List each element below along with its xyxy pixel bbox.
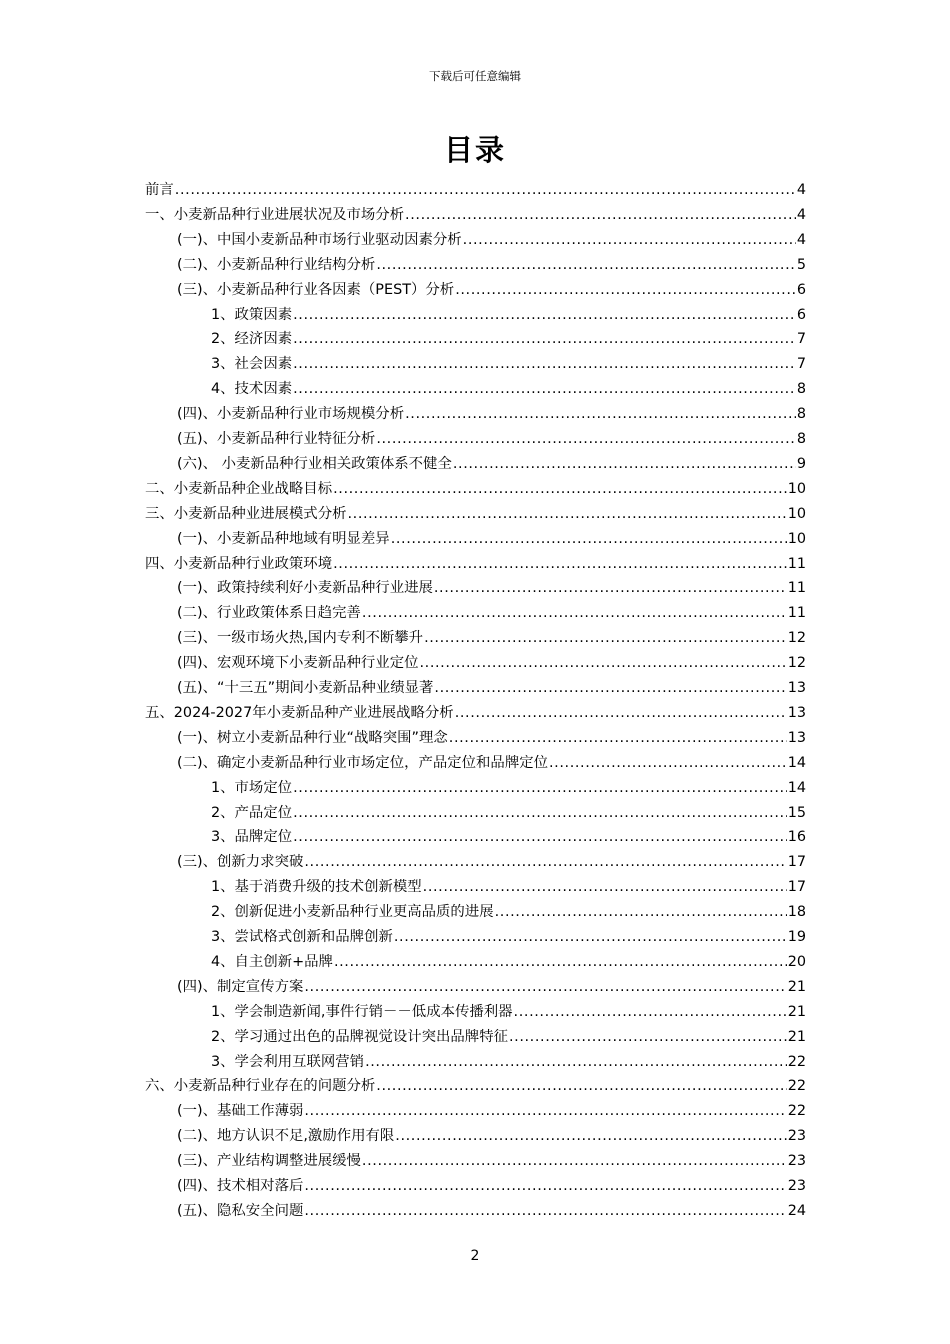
toc-entry-title: (四)、小麦新品种行业市场规模分析 [177, 406, 405, 423]
toc-leader-dots [365, 1052, 787, 1072]
toc-entry[interactable] [177, 1122, 806, 1146]
toc-entry-page: 21 [787, 1003, 806, 1020]
toc-entry[interactable] [177, 425, 806, 449]
toc-entry-title: (一)、小麦新品种地域有明显差异 [177, 530, 390, 547]
toc-entry[interactable] [177, 749, 806, 773]
toc-entry[interactable] [211, 898, 806, 922]
toc-entry[interactable] [145, 500, 806, 524]
toc-entry-title: 1、市场定位 [211, 779, 293, 796]
toc-entry[interactable] [211, 873, 806, 897]
toc-entry[interactable] [177, 624, 806, 648]
toc-entry[interactable] [211, 1023, 806, 1047]
toc-leader-dots [293, 778, 787, 798]
toc-entry-page: 10 [787, 530, 806, 547]
toc-leader-dots [362, 603, 787, 623]
toc-entry[interactable] [177, 251, 806, 275]
toc-entry-title: (三)、创新力求突破 [177, 854, 304, 871]
toc-entry-page: 9 [796, 455, 806, 472]
toc-leader-dots [455, 703, 787, 723]
toc-entry-page: 23 [787, 1178, 806, 1194]
toc-entry-title: 二、小麦新品种企业战略目标 [145, 480, 333, 497]
toc-entry-title: 1、政策因素 [211, 306, 293, 323]
toc-entry-title: (五)、小麦新品种行业特征分析 [177, 431, 376, 447]
toc-entry[interactable] [211, 375, 806, 399]
toc-entry-title: (五)、“十三五”期间小麦新品种业绩显著 [177, 680, 434, 696]
toc-entry-page: 4 [796, 231, 806, 248]
toc-entry-page: 21 [787, 1028, 806, 1045]
toc-entry[interactable] [145, 201, 806, 225]
toc-entry-page: 8 [796, 406, 806, 423]
toc-entry[interactable] [145, 176, 806, 200]
toc-leader-dots [376, 1076, 786, 1096]
toc-entry[interactable] [211, 774, 806, 798]
toc-entry[interactable] [211, 923, 806, 947]
toc-leader-dots [293, 354, 796, 374]
toc-entry-title: 3、尝试格式创新和品牌创新 [211, 929, 393, 945]
toc-entry-page: 12 [787, 630, 806, 647]
toc-entry-page: 16 [787, 829, 806, 846]
toc-entry-page: 7 [796, 356, 806, 373]
toc-leader-dots [455, 280, 796, 300]
toc-leader-dots [391, 529, 787, 549]
toc-entry-title: 4、自主创新+品牌 [211, 953, 333, 970]
toc-entry-title: 2、产品定位 [211, 804, 293, 821]
toc-leader-dots [362, 1151, 787, 1171]
toc-entry[interactable] [177, 574, 806, 598]
toc-entry-title: 五、2024-2027年小麦新品种产业进展战略分析 [145, 704, 454, 721]
toc-entry-page: 12 [787, 655, 806, 672]
toc-leader-dots [333, 554, 787, 574]
toc-entry-title: (三)、小麦新品种行业各因素（PEST）分析 [177, 281, 455, 298]
toc-entry-title: (四)、宏观环境下小麦新品种行业定位 [177, 655, 419, 672]
toc-entry-page: 20 [787, 953, 806, 970]
toc-entry-title: (六)、 小麦新品种行业相关政策体系不健全 [177, 455, 452, 472]
toc-entry-page: 13 [787, 680, 806, 696]
toc-leader-dots [376, 429, 796, 449]
toc-entry-page: 15 [787, 804, 806, 821]
toc-entry[interactable] [177, 1097, 806, 1121]
toc-entry-page: 22 [787, 1103, 806, 1120]
toc-entry[interactable] [177, 1197, 806, 1221]
toc-entry-title: 3、社会因素 [211, 356, 293, 373]
toc-leader-dots [449, 728, 787, 748]
toc-entry-title: (四)、技术相对落后 [177, 1178, 304, 1194]
toc-leader-dots [304, 1201, 786, 1221]
toc-leader-dots [304, 977, 786, 997]
toc-entry-page: 22 [787, 1053, 806, 1070]
toc-leader-dots [423, 877, 787, 897]
toc-leader-dots [395, 1126, 786, 1146]
toc-entry-page: 4 [796, 206, 806, 223]
toc-entry[interactable] [177, 1172, 806, 1196]
toc-entry[interactable] [211, 1048, 806, 1072]
toc-entry[interactable] [145, 475, 806, 499]
toc-entry[interactable] [211, 948, 806, 972]
toc-entry-page: 23 [787, 1153, 806, 1170]
toc-entry-page: 7 [796, 331, 806, 348]
toc-entry-title: 三、小麦新品种业进展模式分析 [145, 505, 347, 522]
toc-entry[interactable] [177, 1147, 806, 1171]
toc-leader-dots [333, 479, 787, 499]
toc-entry[interactable] [211, 350, 806, 374]
page-title: 目录 [443, 133, 506, 167]
toc-entry-title: 1、基于消费升级的技术创新模型 [211, 879, 422, 896]
page-number: 2 [470, 1248, 480, 1264]
toc-entry[interactable] [211, 823, 806, 847]
toc-leader-dots [405, 404, 796, 424]
toc-entry-title: (二)、地方认识不足,激励作用有限 [177, 1128, 395, 1145]
toc-entry-title: 前言 [145, 182, 174, 198]
toc-entry-title: (三)、一级市场火热,国内专利不断攀升 [177, 630, 424, 647]
toc-leader-dots [293, 305, 796, 325]
toc-entry-page: 17 [787, 879, 806, 896]
toc-entry-page: 6 [796, 281, 806, 298]
toc-entry[interactable] [177, 973, 806, 997]
toc-entry-page: 10 [787, 505, 806, 522]
toc-entry-title: 一、小麦新品种行业进展状况及市场分析 [145, 206, 405, 223]
toc-entry[interactable] [177, 450, 806, 474]
toc-leader-dots [304, 1101, 786, 1121]
toc-leader-dots [334, 952, 787, 972]
toc-entry-title: (二)、小麦新品种行业结构分析 [177, 256, 376, 273]
toc-entry[interactable] [177, 674, 806, 698]
toc-entry[interactable] [177, 848, 806, 872]
toc-entry-page: 14 [787, 779, 806, 796]
toc-leader-dots [304, 1176, 786, 1196]
toc-entry[interactable] [211, 301, 806, 325]
toc-entry-title: (五)、隐私安全问题 [177, 1202, 304, 1219]
toc-leader-dots [394, 927, 787, 947]
toc-entry-title: 2、创新促进小麦新品种行业更高品质的进展 [211, 904, 494, 921]
toc-entry-page: 14 [787, 754, 806, 771]
toc-leader-dots [463, 230, 796, 250]
toc-entry-page: 5 [796, 256, 806, 273]
toc-entry[interactable] [145, 550, 806, 574]
toc-entry[interactable] [177, 276, 806, 300]
toc-entry-page: 11 [787, 605, 806, 622]
toc-leader-dots [293, 379, 796, 399]
toc-leader-dots [293, 803, 787, 823]
toc-leader-dots [304, 852, 786, 872]
toc-entry-title: 3、品牌定位 [211, 829, 293, 846]
toc-leader-dots [514, 1002, 787, 1022]
toc-entry-title: (一)、中国小麦新品种市场行业驱动因素分析 [177, 231, 462, 248]
toc-entry[interactable] [177, 400, 806, 424]
toc-leader-dots [509, 1027, 787, 1047]
toc-entry-title: 2、经济因素 [211, 331, 293, 348]
toc-entry[interactable] [177, 649, 806, 673]
toc-entry-page: 8 [796, 381, 806, 398]
toc-entry-title: 3、学会利用互联网营销 [211, 1053, 365, 1070]
toc-entry-page: 13 [787, 729, 806, 746]
toc-leader-dots [405, 205, 796, 225]
toc-entry-page: 18 [787, 904, 806, 921]
toc-entry-page: 24 [787, 1202, 806, 1219]
toc-leader-dots [549, 753, 787, 773]
toc-leader-dots [495, 902, 787, 922]
toc-entry-page: 8 [796, 431, 806, 447]
toc-entry-page: 13 [787, 704, 806, 721]
toc-leader-dots [293, 827, 787, 847]
toc-entry-title: 六、小麦新品种行业存在的问题分析 [145, 1078, 376, 1095]
toc-entry-page: 19 [787, 929, 806, 945]
toc-entry[interactable] [211, 799, 806, 823]
toc-leader-dots [419, 653, 786, 673]
toc-leader-dots [293, 329, 796, 349]
toc-entry[interactable] [177, 525, 806, 549]
toc-entry-page: 22 [787, 1078, 806, 1095]
toc-entry-title: (四)、制定宣传方案 [177, 978, 304, 995]
toc-entry-page: 21 [787, 978, 806, 995]
toc-entry-title: (三)、产业结构调整进展缓慢 [177, 1153, 361, 1170]
toc-leader-dots [434, 678, 786, 698]
toc-entry-title: (二)、行业政策体系日趋完善 [177, 605, 361, 622]
toc-leader-dots [347, 504, 786, 524]
toc-entry[interactable] [177, 724, 806, 748]
header-note: 下载后可任意编辑 [429, 69, 521, 83]
toc-leader-dots [175, 180, 796, 200]
toc-entry[interactable] [211, 998, 806, 1022]
toc-entry-page: 6 [796, 306, 806, 323]
toc-entry[interactable] [145, 1072, 806, 1096]
toc-entry-page: 11 [787, 580, 806, 597]
toc-entry-title: 2、学习通过出色的品牌视觉设计突出品牌特征 [211, 1028, 508, 1045]
toc-leader-dots [434, 578, 787, 598]
toc-entry-title: (一)、政策持续利好小麦新品种行业进展 [177, 580, 433, 597]
toc-entry[interactable] [211, 325, 806, 349]
toc-entry-page: 17 [787, 854, 806, 871]
toc-entry-page: 4 [796, 182, 806, 198]
toc-entry-title: (二)、确定小麦新品种行业市场定位，产品定位和品牌定位 [177, 754, 548, 771]
toc-leader-dots [424, 628, 787, 648]
toc-leader-dots [376, 255, 796, 275]
toc-entry[interactable] [177, 226, 806, 250]
toc-entry-page: 23 [787, 1128, 806, 1145]
toc-entry[interactable] [145, 699, 806, 723]
toc-entry-title: 四、小麦新品种行业政策环境 [145, 555, 333, 572]
toc-entry-title: (一)、树立小麦新品种行业“战略突围”理念 [177, 729, 448, 746]
toc-entry-title: 1、学会制造新闻,事件行销－－低成本传播利器 [211, 1003, 513, 1020]
toc-entry-title: 4、技术因素 [211, 381, 293, 398]
toc-entry-page: 11 [787, 555, 806, 572]
toc-entry[interactable] [177, 599, 806, 623]
toc-entry-title: (一)、基础工作薄弱 [177, 1103, 304, 1120]
toc-leader-dots [453, 454, 796, 474]
toc-entry-page: 10 [787, 480, 806, 497]
